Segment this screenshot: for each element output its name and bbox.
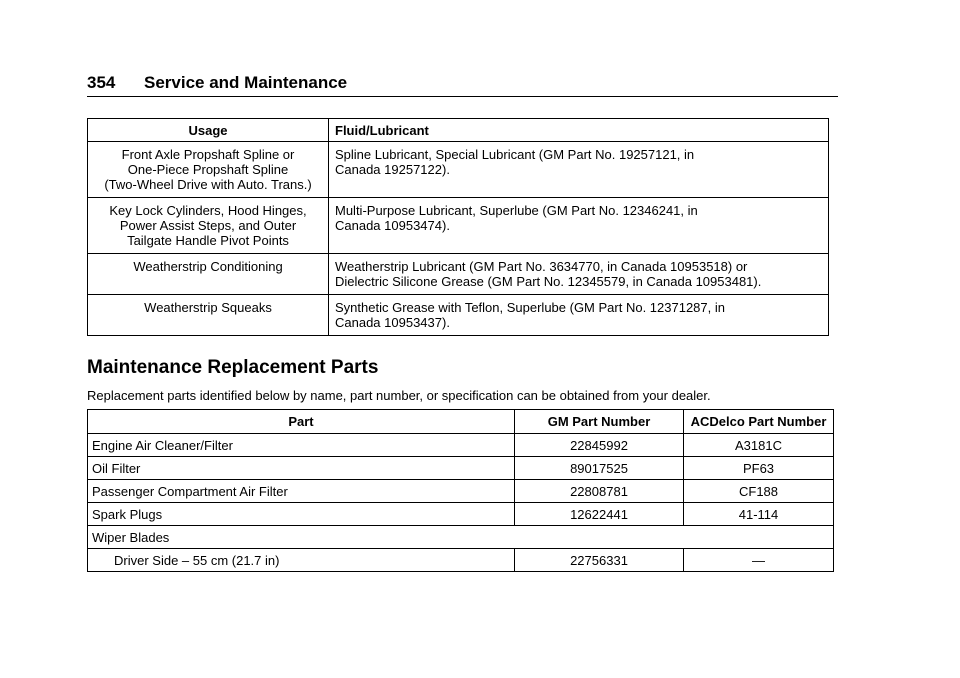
fluid-line: Synthetic Grease with Teflon, Superlube (GM Part No. 12371287, in [335,300,725,315]
table-row [88,142,829,198]
table-row [88,549,834,572]
table-row [88,480,834,503]
column-header-part: Part [88,410,515,434]
page-header [87,70,838,97]
usage-cell [88,142,329,198]
fluid-line: Weatherstrip Lubricant (GM Part No. 3634770, in Canada 10953518) or [335,259,748,274]
usage-line: (Two-Wheel Drive with Auto. Trans.) [104,177,312,192]
table-header-row [88,119,829,142]
table-row [88,295,829,336]
usage-line: Front Axle Propshaft Spline or [121,147,295,162]
usage-cell [88,295,329,336]
fluid-line: Dielectric Silicone Grease (GM Part No. 12345579, in Canada 10953481). [335,274,762,289]
fluid-cell [329,142,829,198]
usage-line: Weatherstrip Squeaks [144,300,272,315]
usage-line: Key Lock Cylinders, Hood Hinges, [109,203,307,218]
page-number: 354 [87,73,116,92]
acdelco-part-number-cell: 41-114 [684,503,834,526]
column-header-usage: Usage [88,119,329,142]
gm-part-number-cell: 12622441 [515,503,684,526]
column-header-gm: GM Part Number [515,410,684,434]
fluid-lubricant-table [87,118,829,336]
fluid-line: Canada 10953474). [335,218,450,233]
replacement-parts-table [87,409,834,572]
page-title: Service and Maintenance [144,73,348,92]
part-name-cell: Passenger Compartment Air Filter [88,480,515,503]
usage-cell [88,198,329,254]
column-header-acdelco: ACDelco Part Number [684,410,834,434]
acdelco-part-number-cell: — [684,549,834,572]
table-group-row [88,526,834,549]
gm-part-number-cell: 22756331 [515,549,684,572]
part-name-cell: Driver Side – 55 cm (21.7 in) [88,549,515,572]
table-header-row [88,410,834,434]
fluid-cell [329,254,829,295]
usage-line: Power Assist Steps, and Outer [119,218,297,233]
part-name-cell: Spark Plugs [88,503,515,526]
acdelco-part-number-cell: CF188 [684,480,834,503]
usage-line: Tailgate Handle Pivot Points [127,233,289,248]
gm-part-number-cell: 22808781 [515,480,684,503]
fluid-line: Canada 19257122). [335,162,450,177]
table-row [88,503,834,526]
gm-part-number-cell: 22845992 [515,434,684,457]
table-row [88,198,829,254]
table-row [88,254,829,295]
fluid-cell [329,295,829,336]
fluid-cell [329,198,829,254]
fluid-line: Canada 10953437). [335,315,450,330]
usage-line: Weatherstrip Conditioning [133,259,283,274]
table-row [88,434,834,457]
acdelco-part-number-cell: PF63 [684,457,834,480]
section-title: Maintenance Replacement Parts [87,357,379,378]
part-name-cell: Oil Filter [88,457,515,480]
table-row [88,457,834,480]
usage-cell [88,254,329,295]
gm-part-number-cell: 89017525 [515,457,684,480]
fluid-line: Multi-Purpose Lubricant, Superlube (GM Part No. 12346241, in [335,203,698,218]
fluid-line: Spline Lubricant, Special Lubricant (GM Part No. 19257121, in [335,147,695,162]
usage-line: One-Piece Propshaft Spline [127,162,289,177]
column-header-fluid: Fluid/Lubricant [329,119,829,142]
part-name-cell: Engine Air Cleaner/Filter [88,434,515,457]
group-label-cell: Wiper Blades [88,526,834,549]
acdelco-part-number-cell: A3181C [684,434,834,457]
section-intro: Replacement parts identified below by name, part number, or specification can be obtained from your dealer. [87,388,711,403]
